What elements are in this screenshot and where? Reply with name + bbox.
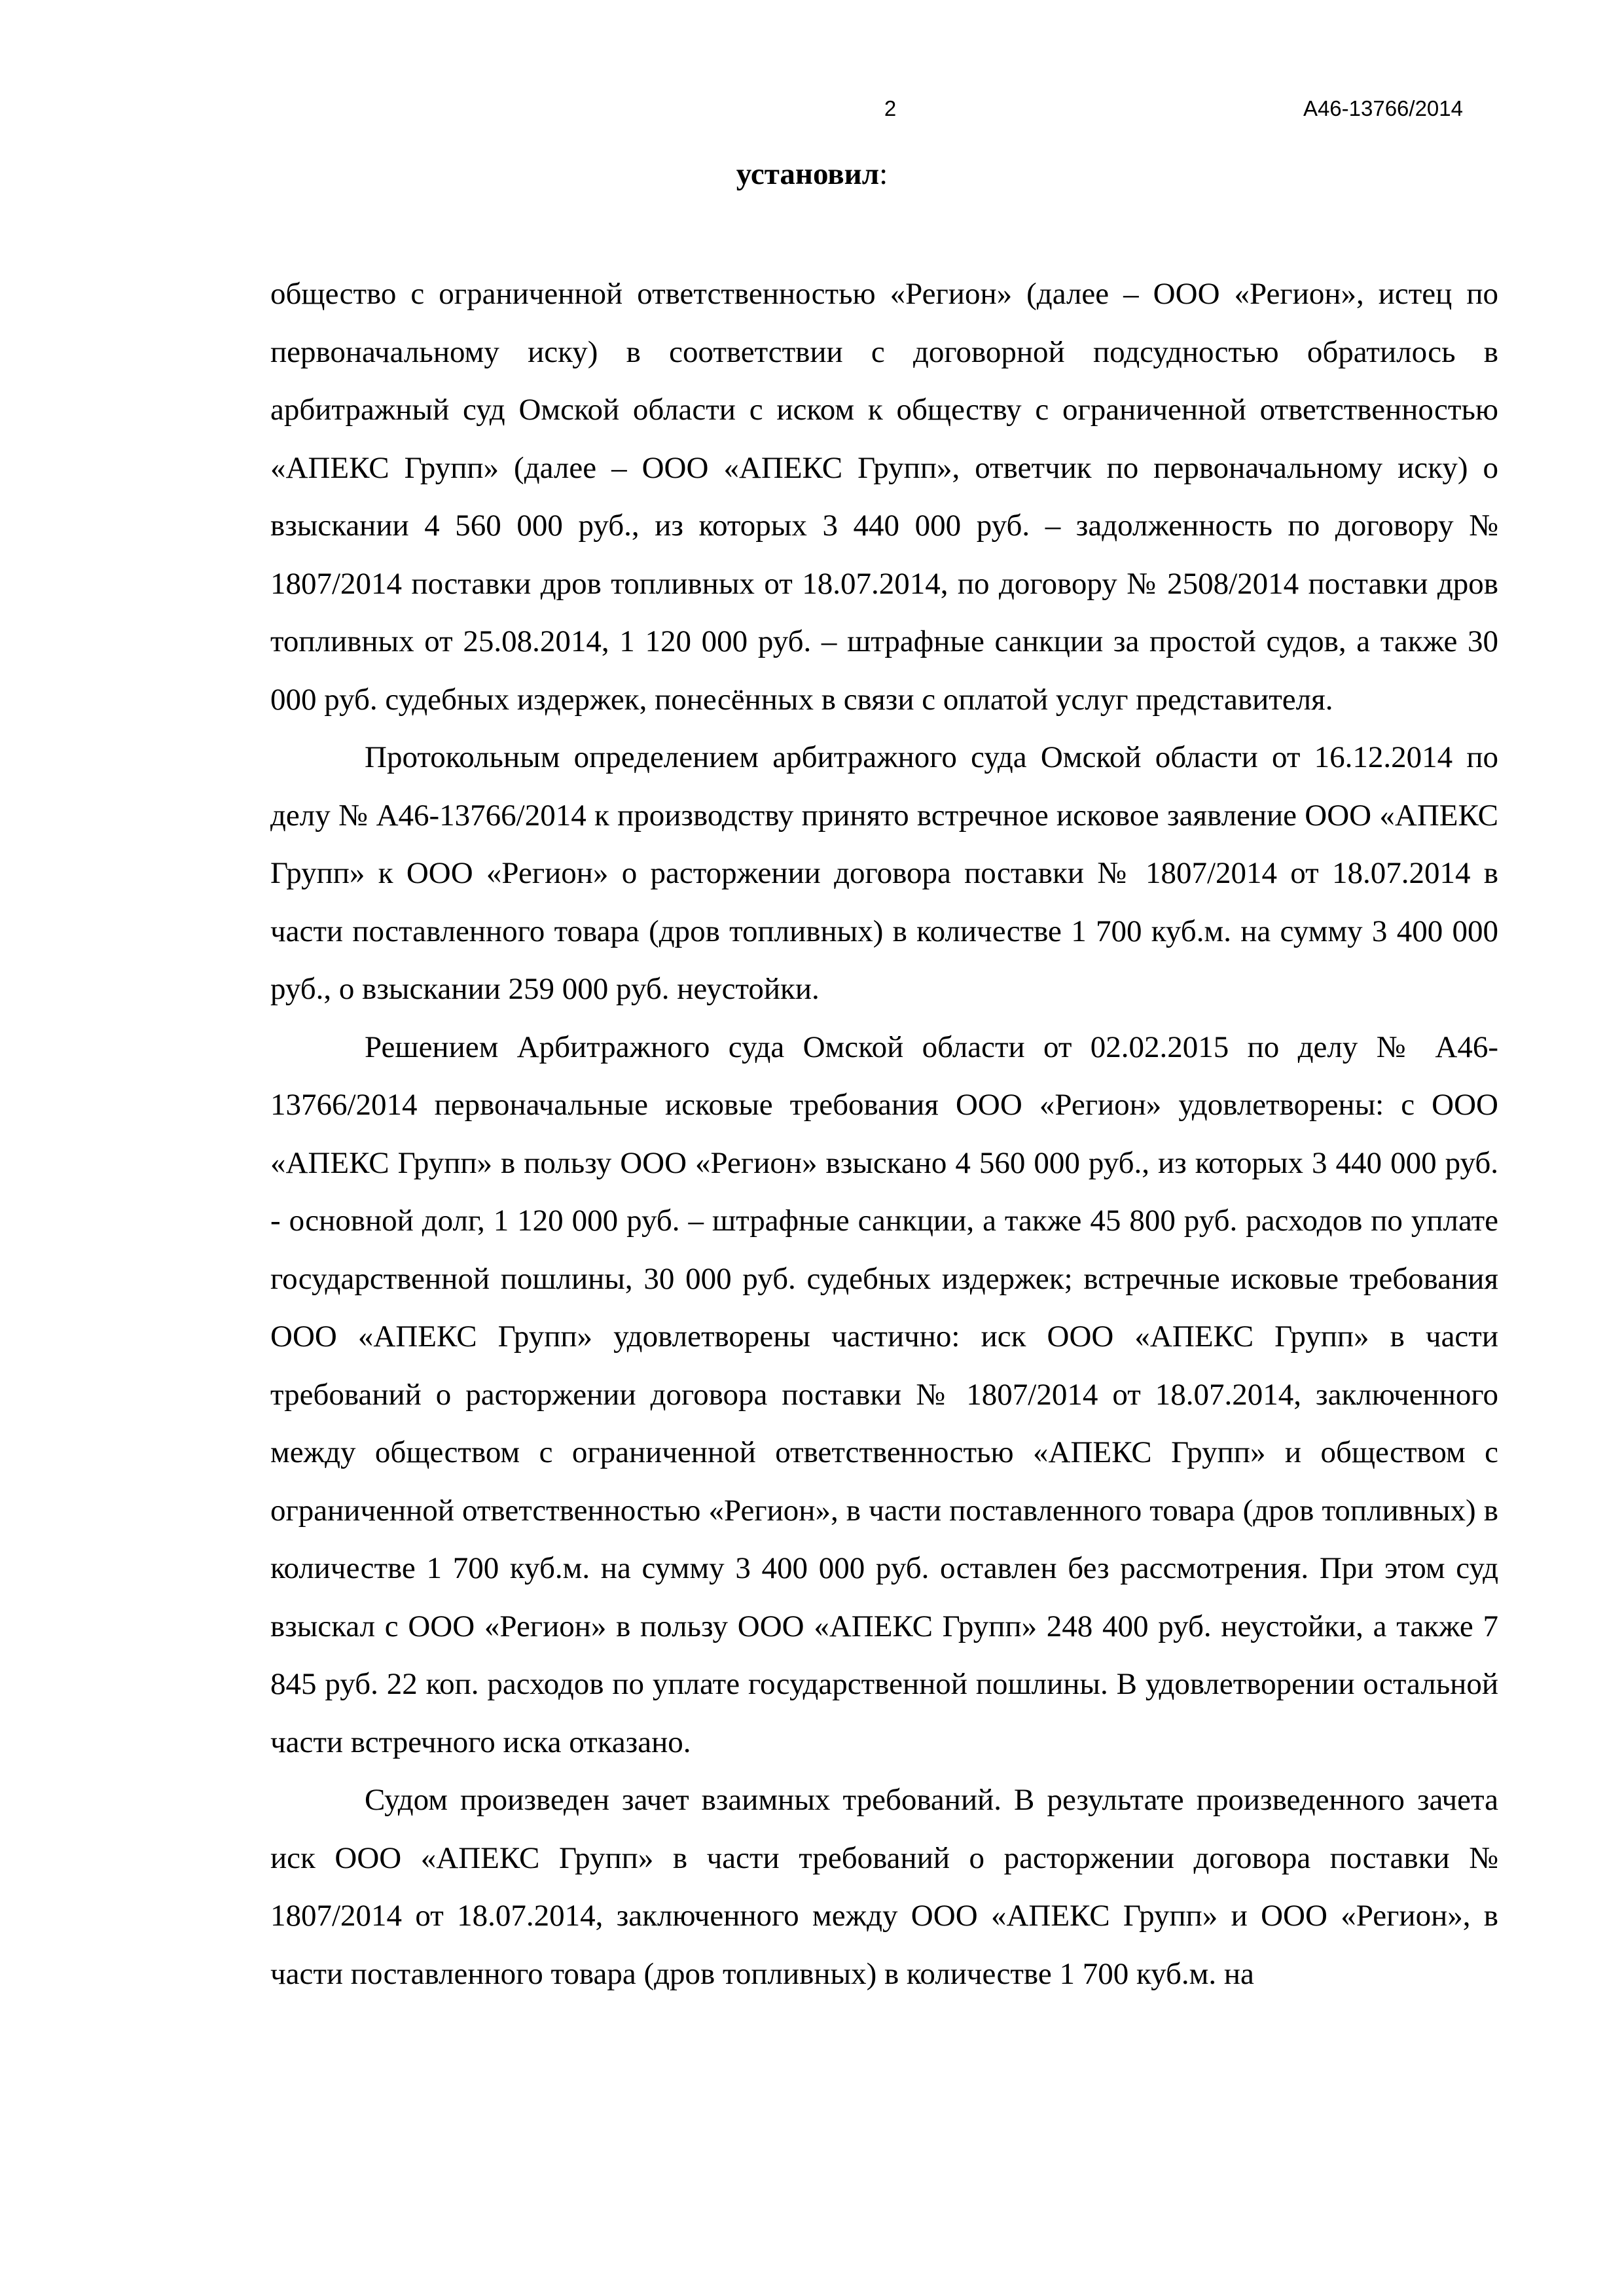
paragraph-decision: Решением Арбитражного суда Омской области от 02.02.2015 по делу № А46-13766/2014 первоначальные исковые требования ООО «Регион» удовлетворены: с ООО «АПЕКС Групп» в пользу ООО «Регион» взыскано 4 560 000 руб., из которых 3 440 000 руб. - основной долг, 1 120 000 руб. – штрафные санкции, а также 45 800 руб. расходов по уплате государственной пошлины, 30 000 руб. судебных издержек; встречные исковые требования ООО «АПЕКС Групп» удовлетворены частично: иск ООО «АПЕКС Групп» в части требований о расторжении договора поставки № 1807/2014 от 18.07.2014, заключенного между обществом с ограниченной ответственностью «АПЕКС Групп» и обществом с ограниченной ответственностью «Регион», в части поставленного товара (дров топливных) в количестве 1 700 куб.м. на сумму 3 400 000 руб. оставлен без рассмотрения. При этом суд взыскал с ООО «Регион» в пользу ООО «АПЕКС Групп» 248 400 руб. неустойки, а также 7 845 руб. 22 коп. расходов по уплате государственной пошлины. В удовлетворении остальной части встречного иска отказано. [270,1030,1498,1759]
case-number: А46-13766/2014 [1303,96,1463,120]
page-number: 2 [884,96,897,120]
heading-colon: : [879,157,888,191]
paragraph-counterclaim: Протокольным определением арбитражного суда Омской области от 16.12.2014 по делу № А46-13766/2014 к производству принято встречное исковое заявление ООО «АПЕКС Групп» к ООО «Регион» о расторжении договора поставки № 1807/2014 от 18.07.2014 в части поставленного товара (дров топливных) в количестве 1 700 куб.м. на сумму 3 400 000 руб., о взыскании 259 000 руб. неустойки. [270,740,1498,1006]
document-body [270,265,1498,2003]
heading-word: установил [736,157,880,191]
section-heading [0,154,1624,194]
paragraph-claim: общество с ограниченной ответственностью «Регион» (далее – ООО «Регион», истец по первоначальному иску) в соответствии с договорной подсудностью обратилось в арбитражный суд Омской области с иском к обществу с ограниченной ответственностью «АПЕКС Групп» (далее – ООО «АПЕКС Групп», ответчик по первоначальному иску) о взыскании 4 560 000 руб., из которых 3 440 000 руб. – задолженность по договору № 1807/2014 поставки дров топливных от 18.07.2014, по договору № 2508/2014 поставки дров топливных от 25.08.2014, 1 120 000 руб. – штрафные санкции за простой судов, а также 30 000 руб. судебных издержек, понесённых в связи с оплатой услуг представителя. [270,277,1498,717]
paragraph-setoff: Судом произведен зачет взаимных требований. В результате произведенного зачета иск ООО «АПЕКС Групп» в части требований о расторжении договора поставки № 1807/2014 от 18.07.2014, заключенного между ООО «АПЕКС Групп» и ООО «Регион», в части поставленного товара (дров топливных) в количестве 1 700 куб.м. на [270,1783,1498,1991]
